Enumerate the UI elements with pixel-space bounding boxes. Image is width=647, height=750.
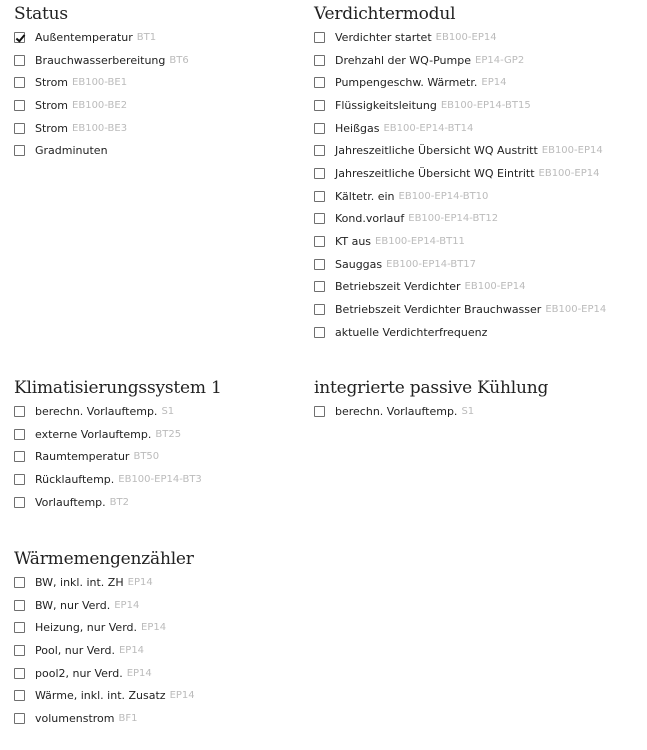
checkbox-label[interactable]: externe Vorlauftemp. [35, 427, 152, 441]
checkbox-label[interactable]: Außentemperatur [35, 30, 133, 44]
section-title: Klimatisierungssystem 1 [14, 378, 222, 398]
status-section [14, 4, 189, 162]
checkbox[interactable] [314, 406, 325, 417]
checkbox-row[interactable] [14, 684, 195, 707]
checkbox-row[interactable] [314, 117, 606, 140]
checkbox-row[interactable] [14, 49, 189, 72]
checkbox-label[interactable]: Heißgas [335, 121, 380, 135]
verdichtermodul-section [314, 4, 606, 344]
checkbox-row[interactable] [314, 26, 606, 49]
checkbox-row[interactable] [14, 616, 195, 639]
checkbox-label[interactable]: Verdichter startet [335, 30, 432, 44]
checkbox-label[interactable]: Raumtemperatur [35, 450, 130, 464]
checkbox-row[interactable] [314, 276, 606, 299]
checkbox-row[interactable] [314, 185, 606, 208]
sensor-code: EB100-EP14 [541, 145, 603, 157]
checkbox[interactable] [14, 100, 25, 111]
checkbox-label[interactable]: KT aus [335, 235, 372, 249]
checkbox-list [14, 571, 195, 730]
checkbox-row[interactable] [314, 230, 606, 253]
checkbox-row[interactable] [314, 400, 548, 423]
checkbox-label[interactable]: Gradminuten [35, 144, 108, 158]
sensor-code: BT2 [109, 496, 129, 508]
checkbox-row[interactable] [14, 639, 195, 662]
sensor-code: BF1 [118, 712, 138, 724]
checkbox[interactable] [314, 191, 325, 202]
checkbox[interactable] [14, 474, 25, 485]
checkbox-label[interactable]: Strom [35, 121, 69, 135]
checkbox[interactable] [14, 645, 25, 656]
checkbox-label[interactable]: Jahreszeitliche Übersicht WQ Eintritt [335, 166, 535, 180]
sensor-code: EB100-BE3 [72, 122, 128, 134]
checkbox-row[interactable] [314, 71, 606, 94]
checkbox-row[interactable] [314, 321, 606, 344]
checkbox-row[interactable] [14, 662, 195, 685]
sensor-code: EB100-EP14-BT15 [440, 99, 531, 111]
checkbox-list [14, 26, 189, 162]
sensor-code: EB100-EP14-BT11 [375, 236, 465, 248]
checkbox-label[interactable]: Flüssigkeitsleitung [335, 98, 437, 112]
checkbox-row[interactable] [314, 208, 606, 231]
sensor-code: EB100-EP14-BT10 [398, 190, 489, 202]
checkbox-row[interactable] [314, 94, 606, 117]
checkbox-label[interactable]: Kältetr. ein [335, 189, 395, 203]
section-title: Verdichtermodul [314, 4, 456, 24]
checkbox-row[interactable] [14, 71, 189, 94]
checkbox-row[interactable] [14, 571, 195, 594]
checkbox[interactable] [314, 236, 325, 247]
sensor-code: EB100-EP14-BT14 [383, 122, 474, 134]
checkbox[interactable] [14, 497, 25, 508]
checkbox[interactable] [14, 55, 25, 66]
checkbox-label[interactable]: pool2, nur Verd. [35, 666, 123, 680]
checkbox-row[interactable] [314, 162, 606, 185]
checkbox[interactable] [14, 668, 25, 679]
sensor-code: S1 [161, 405, 175, 417]
checkbox-label[interactable]: Drehzahl der WQ-Pumpe [335, 53, 471, 67]
checkbox-row[interactable] [14, 117, 189, 140]
checkbox-label[interactable]: BW, inkl. int. ZH [35, 575, 124, 589]
checkbox-row[interactable] [14, 139, 189, 162]
checkbox-label[interactable]: Betriebszeit Verdichter Brauchwasser [335, 303, 542, 317]
sensor-code: EB100-EP14 [538, 167, 600, 179]
checkbox-list [14, 400, 222, 513]
checkbox-label[interactable]: Strom [35, 76, 69, 90]
checkbox[interactable] [314, 77, 325, 88]
checkbox-row[interactable] [14, 400, 222, 423]
checkbox-label[interactable]: Pool, nur Verd. [35, 643, 115, 657]
klimatisierungssystem-section [14, 378, 222, 513]
sensor-code: EB100-EP14 [464, 281, 526, 293]
checkbox[interactable] [314, 55, 325, 66]
checkbox[interactable] [314, 168, 325, 179]
sensor-code: EB100-EP14-BT12 [408, 213, 499, 225]
checkbox[interactable] [314, 304, 325, 315]
checkbox[interactable] [14, 145, 25, 156]
checkbox-row[interactable] [14, 94, 189, 117]
sensor-code: S1 [461, 405, 475, 417]
checkbox[interactable] [314, 100, 325, 111]
checkbox-row[interactable] [14, 423, 222, 446]
checkbox-label[interactable]: volumenstrom [35, 711, 115, 725]
sensor-code: EP14-GP2 [475, 54, 525, 66]
section-title: integrierte passive Kühlung [314, 378, 549, 398]
sensor-code: EB100-EP14-BT17 [386, 258, 477, 270]
checkbox-row[interactable] [314, 139, 606, 162]
checkbox[interactable] [14, 406, 25, 417]
sensor-code: EB100-EP14 [545, 304, 607, 316]
checkbox-label[interactable]: berechn. Vorlauftemp. [335, 404, 458, 418]
sensor-code: EP14 [126, 667, 152, 679]
sensor-code: BT6 [169, 54, 189, 66]
checkbox[interactable] [14, 451, 25, 462]
sensor-code: EB100-BE1 [72, 77, 128, 89]
checkbox-label[interactable]: berechn. Vorlauftemp. [35, 404, 158, 418]
checkbox-label[interactable]: Sauggas [335, 257, 383, 271]
sensor-code: EP14 [127, 576, 153, 588]
sensor-code: EP14 [141, 622, 167, 634]
checkbox-row[interactable] [14, 468, 222, 491]
checkbox-list [314, 26, 606, 344]
checkbox[interactable] [314, 123, 325, 134]
checkbox[interactable] [314, 145, 325, 156]
sensor-code: EB100-EP14 [435, 31, 497, 43]
checkbox-label[interactable]: aktuelle Verdichterfrequenz [335, 325, 488, 339]
checkbox-label[interactable]: Heizung, nur Verd. [35, 621, 137, 635]
sensor-code: EB100-BE2 [72, 99, 128, 111]
checkbox-label[interactable]: Kond.vorlauf [335, 212, 405, 226]
checkbox-label[interactable]: Jahreszeitliche Übersicht WQ Austritt [335, 144, 538, 158]
checkbox[interactable] [314, 281, 325, 292]
checkbox[interactable] [14, 123, 25, 134]
section-title: Wärmemengenzähler [14, 549, 194, 569]
sensor-code: EP14 [481, 77, 507, 89]
sensor-code: EP14 [118, 644, 145, 656]
sensor-code: BT25 [155, 428, 182, 440]
checkbox[interactable] [14, 622, 25, 633]
checkbox[interactable] [14, 429, 25, 440]
checkbox-row[interactable] [314, 49, 606, 72]
waermemengenzaehler-section [14, 549, 195, 730]
checkbox-label[interactable]: Betriebszeit Verdichter [335, 280, 461, 294]
checkbox-label[interactable]: Vorlauftemp. [35, 495, 106, 509]
checkbox-row[interactable] [314, 298, 606, 321]
checkbox-label[interactable]: BW, nur Verd. [35, 598, 111, 612]
checkbox[interactable] [314, 259, 325, 270]
sensor-code: EB100-EP14-BT3 [118, 473, 202, 485]
checkbox-row[interactable] [14, 445, 222, 468]
checkbox-row[interactable] [14, 594, 195, 617]
checkbox-checked[interactable] [14, 32, 25, 43]
sensor-code: EP14 [169, 690, 195, 702]
sensor-code: EP14 [114, 599, 140, 611]
checkbox[interactable] [314, 327, 325, 338]
checkbox[interactable] [314, 32, 325, 43]
sensor-code: BT50 [133, 451, 160, 463]
checkbox[interactable] [14, 577, 25, 588]
checkbox-row[interactable] [14, 707, 195, 730]
checkbox-label[interactable]: Rücklauftemp. [35, 472, 115, 486]
checkbox-list [314, 400, 548, 423]
checkbox[interactable] [14, 713, 25, 724]
checkbox-label[interactable]: Pumpengeschw. Wärmetr. [335, 76, 478, 90]
checkbox-label[interactable]: Brauchwasserbereitung [35, 53, 166, 67]
checkbox[interactable] [14, 77, 25, 88]
checkbox-row[interactable] [14, 491, 222, 514]
checkbox[interactable] [14, 600, 25, 611]
checkbox[interactable] [14, 690, 25, 701]
checkbox-label[interactable]: Wärme, inkl. int. Zusatz [35, 689, 166, 703]
checkbox-row[interactable] [314, 253, 606, 276]
passive-kuehlung-section [314, 378, 548, 423]
section-title: Status [14, 4, 68, 24]
sensor-code: BT1 [136, 31, 157, 43]
checkbox[interactable] [314, 213, 325, 224]
checkbox-row[interactable] [14, 26, 189, 49]
checkbox-label[interactable]: Strom [35, 98, 69, 112]
